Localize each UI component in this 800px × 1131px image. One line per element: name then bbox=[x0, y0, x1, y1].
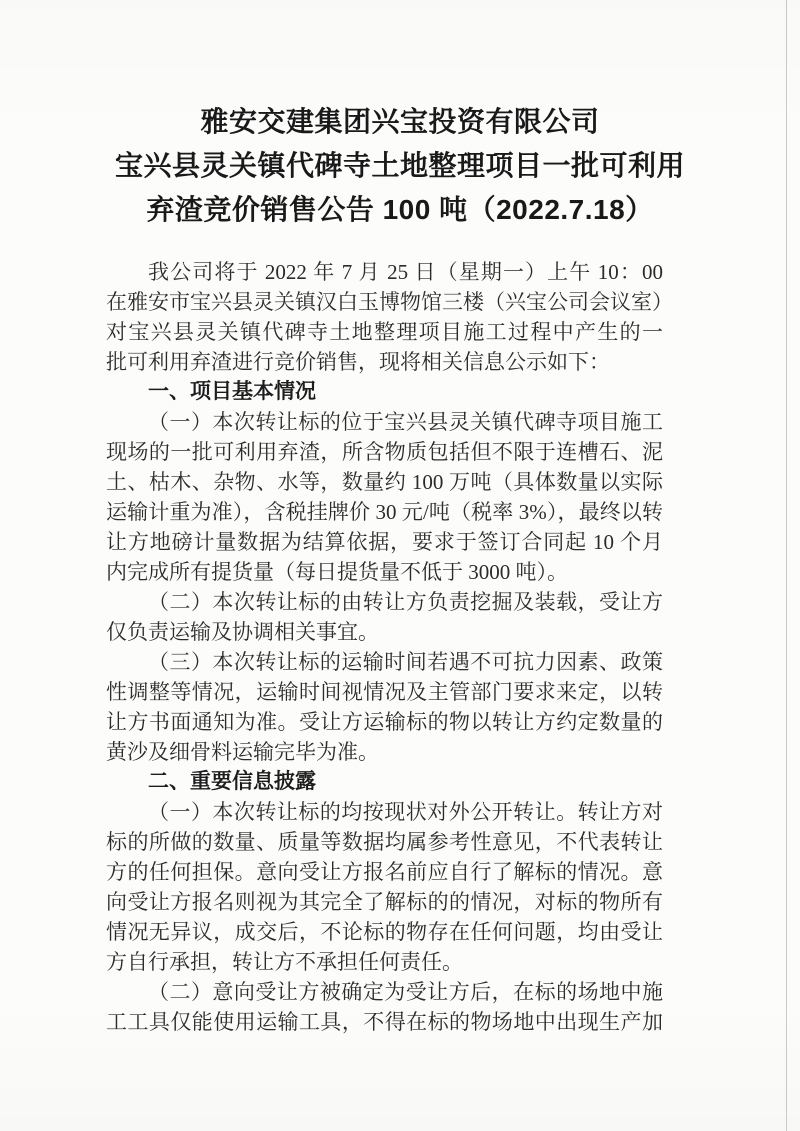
document-line: 运输计重为准），含税挂牌价 30 元/吨（税率 3%），最终以转 bbox=[106, 500, 663, 524]
document-line: 工工具仅能使用运输工具，不得在标的物场地中出现生产加 bbox=[106, 1010, 663, 1034]
document-line: 向受让方报名则视为其完全了解标的的情况，对标的物所有 bbox=[106, 890, 663, 914]
document-line: 批可利用弃渣进行竞价销售，现将相关信息公示如下： bbox=[106, 350, 610, 374]
document-line: （一）本次转让标的位于宝兴县灵关镇代碑寺项目施工 bbox=[148, 410, 663, 434]
title-line: 宝兴县灵关镇代碑寺土地整理项目一批可利用 bbox=[114, 150, 685, 181]
document-line: 性调整等情况，运输时间视情况及主管部门要求来定，以转 bbox=[106, 680, 663, 704]
document-line: （二）意向受让方被确定为受让方后，在标的场地中施 bbox=[148, 980, 663, 1004]
document-body bbox=[106, 257, 673, 1037]
document-line: 标的所做的数量、质量等数据均属参考性意见，不代表转让 bbox=[106, 830, 663, 854]
document-line: （一）本次转让标的均按现状对外公开转让。转让方对 bbox=[148, 800, 663, 824]
document-title bbox=[0, 100, 800, 232]
document-line: 黄沙及细骨料运输完毕为准。 bbox=[106, 740, 379, 764]
document-line: 我公司将于 2022 年 7 月 25 日（星期一）上午 10：00 bbox=[148, 260, 663, 284]
document-line: 仅负责运输及协调相关事宜。 bbox=[106, 620, 379, 644]
document-line: 方的任何担保。意向受让方报名前应自行了解标的情况。意 bbox=[106, 860, 663, 884]
document-line: （三）本次转让标的运输时间若遇不可抗力因素、政策 bbox=[148, 650, 663, 674]
document-line: （二）本次转让标的由转让方负责挖掘及装载，受让方 bbox=[148, 590, 663, 614]
document-line: 内完成所有提货量（每日提货量不低于 3000 吨）。 bbox=[106, 560, 568, 584]
document-line: 对宝兴县灵关镇代碑寺土地整理项目施工过程中产生的一 bbox=[106, 320, 663, 344]
title-line: 雅安交建集团兴宝投资有限公司 bbox=[200, 106, 600, 137]
title-line: 弃渣竞价销售公告 100 吨（2022.7.18） bbox=[146, 194, 654, 225]
section-heading: 二、重要信息披露 bbox=[148, 770, 316, 793]
document-line: 土、枯木、杂物、水等，数量约 100 万吨（具体数量以实际 bbox=[106, 470, 663, 494]
section-heading: 一、项目基本情况 bbox=[148, 380, 316, 403]
document-line: 让方地磅计量数据为结算依据，要求于签订合同起 10 个月 bbox=[106, 530, 663, 554]
document-line: 在雅安市宝兴县灵关镇汉白玉博物馆三楼（兴宝公司会议室） bbox=[106, 290, 673, 314]
document-line: 方自行承担，转让方不承担任何责任。 bbox=[106, 950, 463, 974]
document-line: 情况无异议，成交后，不论标的物存在任何问题，均由受让 bbox=[106, 920, 663, 944]
document-line: 现场的一批可利用弃渣，所含物质包括但不限于连槽石、泥 bbox=[106, 440, 663, 464]
document-line: 让方书面通知为准。受让方运输标的物以转让方约定数量的 bbox=[106, 710, 663, 734]
